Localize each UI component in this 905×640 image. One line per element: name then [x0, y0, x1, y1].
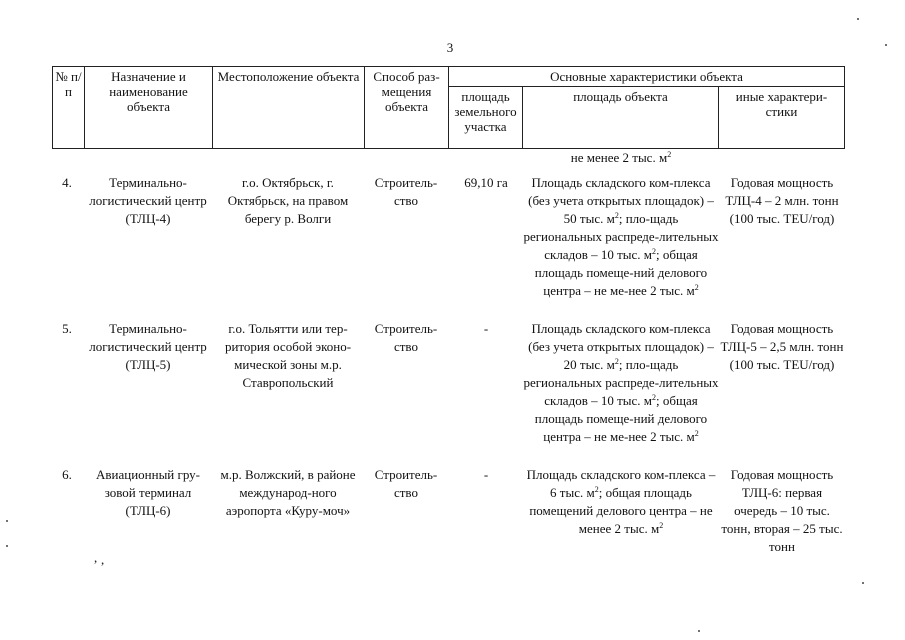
row-number: 5. — [62, 321, 72, 336]
row-number: 4. — [62, 175, 72, 190]
header-other: иные характери-стики — [719, 87, 845, 149]
other-characteristics: Годовая мощность ТЛЦ-4 – 2 млн. тонн (100 тыс. TEU/год) — [725, 175, 839, 226]
object-name: Авиационный гру-зовой терминал (ТЛЦ-6) — [95, 467, 200, 518]
header-name: Назначение и наименование объекта — [85, 67, 213, 149]
header-location: Местоположение объекта — [213, 67, 365, 149]
scan-speck — [6, 520, 8, 522]
header-object-area: площадь объекта — [523, 87, 719, 149]
page-number: 3 — [446, 40, 454, 55]
header-land-area: площадь земельного участка — [449, 87, 523, 149]
scan-speck — [857, 18, 859, 20]
object-name: Терминально-логистический центр (ТЛЦ-5) — [89, 321, 207, 372]
land-area: - — [483, 321, 489, 336]
object-area: Площадь складского ком-плекса (без учета открытых площадок) – 20 тыс. $м^2$; пло-щадь региональных распреде-лительных складов – 10 тыс. $м^2$; общая площадь помеще-ний делового центра – не ме-нее 2 тыс. $м^2$ — [523, 321, 719, 444]
table-header — [52, 66, 845, 149]
row-number: 6. — [62, 467, 72, 482]
placement-method: Строитель-ство — [374, 467, 438, 500]
scan-speck-mark: , — [94, 550, 98, 565]
scan-speck-mark: , — [101, 552, 105, 567]
object-area: Площадь складского ком-плекса – 6 тыс. $м^2$; общая площадь помещений делового центра – не менее 2 тыс. $м^2$ — [526, 467, 716, 536]
object-location: г.о. Тольятти или тер-ритория особой эконо-мической зоны м.р. Ставропольский — [224, 321, 352, 390]
object-location: м.р. Волжский, в районе международ-ного аэропорта «Куру-моч» — [220, 467, 356, 518]
scan-speck — [862, 582, 864, 584]
object-name: Терминально-логистический центр (ТЛЦ-4) — [89, 175, 207, 226]
land-area: 69,10 га — [464, 175, 508, 190]
header-num: № п/п — [53, 67, 85, 149]
scan-speck — [698, 630, 700, 632]
placement-method: Строитель-ство — [374, 321, 438, 354]
other-characteristics: Годовая мощность ТЛЦ-5 – 2,5 млн. тонн (100 тыс. TEU/год) — [720, 321, 844, 372]
scan-speck — [6, 545, 8, 547]
placement-method: Строитель-ство — [374, 175, 438, 208]
land-area: - — [483, 467, 489, 482]
object-area: Площадь складского ком-плекса (без учета открытых площадок) – 50 тыс. $м^2$; пло-щадь региональных распреде-лительных складов – 10 тыс. $м^2$; общая площадь помеще-ний делового центра – не ме-нее 2 тыс. $м^2$ — [523, 175, 719, 298]
header-placement: Способ раз-мещения объекта — [365, 67, 449, 149]
object-location: г.о. Октябрьск, г. Октябрьск, на правом берегу р. Волги — [227, 175, 349, 226]
scan-speck — [885, 44, 887, 46]
other-characteristics: Годовая мощность ТЛЦ-6: первая очередь – 10 тыс. тонн, вторая – 25 тыс. тонн — [721, 467, 843, 554]
continuation-text: не менее 2 тыс. $м^2$ — [570, 150, 672, 165]
header-characteristics: Основные характеристики объекта — [449, 67, 845, 87]
